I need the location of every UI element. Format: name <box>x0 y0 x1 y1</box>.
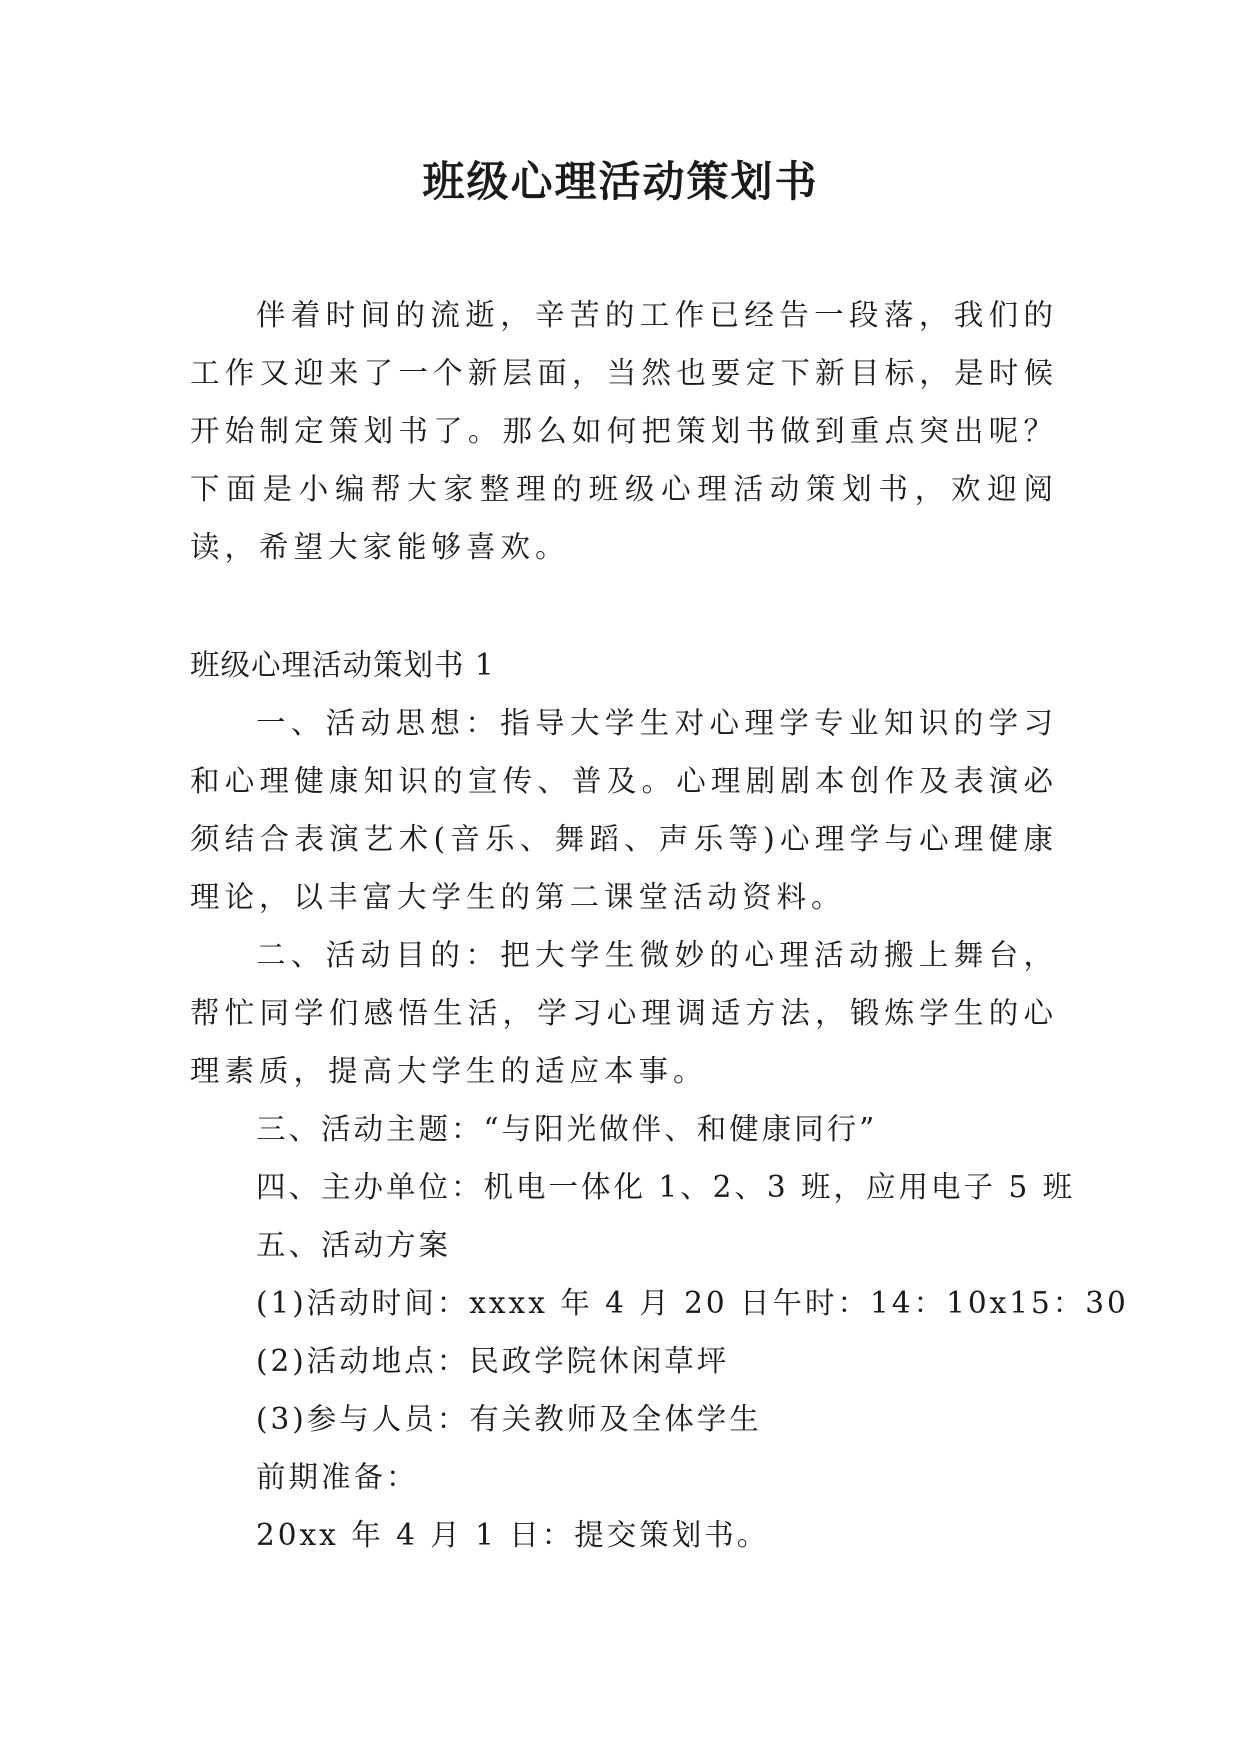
activity-theme-line: 三、活动主题：“与阳光做伴、和健康同行” <box>256 1112 878 1146</box>
section-1 <box>190 636 1129 1564</box>
activity-thought-paragraph: 一、活动思想：指导大学生对心理学专业知识的学习和心理健康知识的宣传、普及。心理剧剧本创作及表演必须结合表演艺术(音乐、舞蹈、声乐等)心理学与心理健康理论，以丰富大学生的第二课堂活动资料。 <box>190 706 1058 914</box>
participants-line: (3)参与人员：有关教师及全体学生 <box>256 1402 762 1436</box>
activity-place-line: (2)活动地点：民政学院休闲草坪 <box>256 1344 730 1378</box>
intro-paragraph: 伴着时间的流逝，辛苦的工作已经告一段落，我们的工作又迎来了一个新层面，当然也要定下新目标，是时候开始制定策划书了。那么如何把策划书做到重点突出呢？下面是小编帮大家整理的班级心理活动策划书，欢迎阅读，希望大家能够喜欢。 <box>190 298 1058 564</box>
document-title: 班级心理活动策划书 <box>422 157 819 206</box>
section-heading: 班级心理活动策划书 1 <box>190 648 495 682</box>
activity-purpose-paragraph: 二、活动目的：把大学生微妙的心理活动搬上舞台，帮忙同学们感悟生活，学习心理调适方法，锻炼学生的心理素质，提高大学生的适应本事。 <box>190 938 1058 1088</box>
preparation-line: 前期准备： <box>256 1460 419 1494</box>
activity-time-line: (1)活动时间：xxxx 年 4 月 20 日午时：14：10x15：30 <box>256 1286 1129 1320</box>
activity-plan-line: 五、活动方案 <box>256 1228 452 1262</box>
organizer-line: 四、主办单位：机电一体化 1、2、3 班，应用电子 5 班 <box>256 1170 1076 1204</box>
submission-date-line: 20xx 年 4 月 1 日：提交策划书。 <box>256 1518 770 1552</box>
